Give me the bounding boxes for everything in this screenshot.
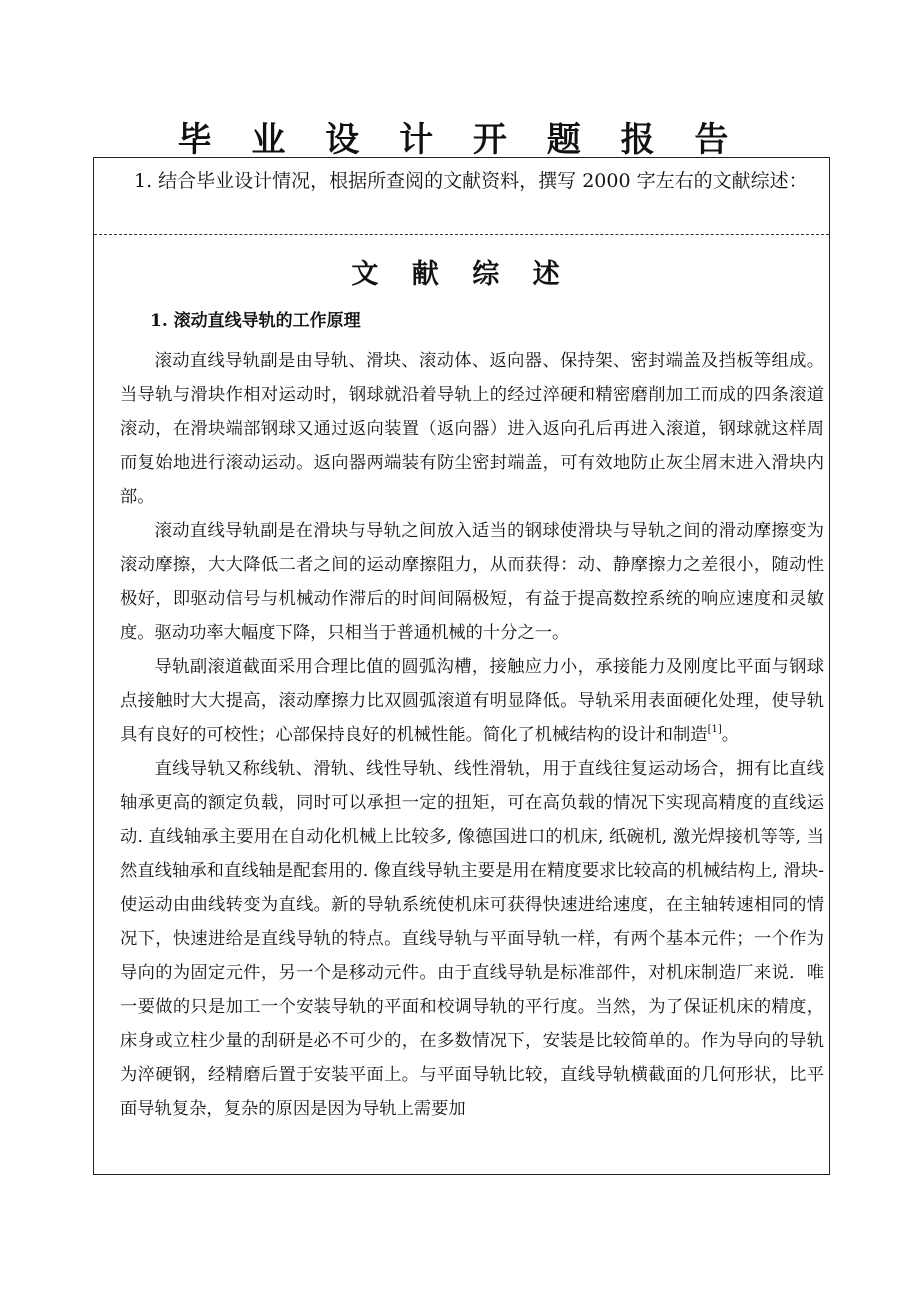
paragraph (120, 650, 824, 752)
paragraph-tail: 。 (721, 725, 740, 745)
section-heading: 1. 滚动直线导轨的工作原理 (150, 311, 361, 331)
dashed-divider (94, 234, 829, 235)
prompt-text: 1. 结合毕业设计情况，根据所查阅的文献资料，撰写 2000 字左右的文献综述： (134, 170, 808, 192)
report-frame (93, 157, 830, 1175)
citation-mark: [1] (707, 724, 722, 735)
report-title: 毕 业 设 计 开 题 报 告 (177, 120, 743, 160)
paragraph: 滚动直线导轨副是由导轨、滑块、滚动体、返向器、保持架、密封端盖及挡板等组成。当导轨与滑块作相对运动时，钢球就沿着导轨上的经过淬硬和精密磨削加工而成的四条滚道滚动，在滑块端部钢球又通过返向装置（返向器）进入返向孔后再进入滚道，钢球就这样周而复始地进行滚动运动。返向器两端装有防尘密封端盖，可有效地防止灰尘屑末进入滑块内部。 (120, 351, 824, 507)
paragraph: 直线导轨又称线轨、滑轨、线性导轨、线性滑轨，用于直线往复运动场合，拥有比直线轴承更高的额定负载，同时可以承担一定的扭矩，可在高负载的情况下实现高精度的直线运动. 直线轴承主要用在自动化机械上比较多, 像德国进口的机床, 纸碗机, 激光焊接机等等, 当然直线轴承和直线轴是配套用的. 像直线导轨主要是用在精度要求比较高的机械结构上, 滑块-使运动由曲线转变为直线。新的导轨系统使机床可获得快速进给速度，在主轴转速相同的情况下，快速进给是直线导轨的特点。直线导轨与平面导轨一样，有两个基本元件；一个作为导向的为固定元件，另一个是移动元件。由于直线导轨是标准部件，对机床制造厂来说．唯一要做的只是加工一个安装导轨的平面和校调导轨的平行度。当然，为了保证机床的精度，床身或立柱少量的刮研是必不可少的，在多数情况下，安装是比较简单的。作为导向的导轨为淬硬钢，经精磨后置于安装平面上。与平面导轨比较，直线导轨横截面的几何形状，比平面导轨复杂，复杂的原因是因为导轨上需要加 (120, 759, 824, 1119)
paragraph-text: 导轨副滚道截面采用合理比值的圆弧沟槽，接触应力小，承接能力及刚度比平面与钢球点接触时大大提高，滚动摩擦力比双圆弧滚道有明显降低。导轨采用表面硬化处理，使导轨具有良好的可校性；心部保持良好的机械性能。简化了机械结构的设计和制造 (120, 657, 824, 745)
body-text (120, 344, 824, 1126)
paragraph: 滚动直线导轨副是在滑块与导轨之间放入适当的钢球使滑块与导轨之间的滑动摩擦变为滚动摩擦，大大降低二者之间的运动摩擦阻力，从而获得：动、静摩擦力之差很小，随动性极好，即驱动信号与机械动作滞后的时间间隔极短，有益于提高数控系统的响应速度和灵敏度。驱动功率大幅度下降，只相当于普通机械的十分之一。 (120, 521, 824, 643)
section-title: 文 献 综 述 (351, 259, 572, 290)
